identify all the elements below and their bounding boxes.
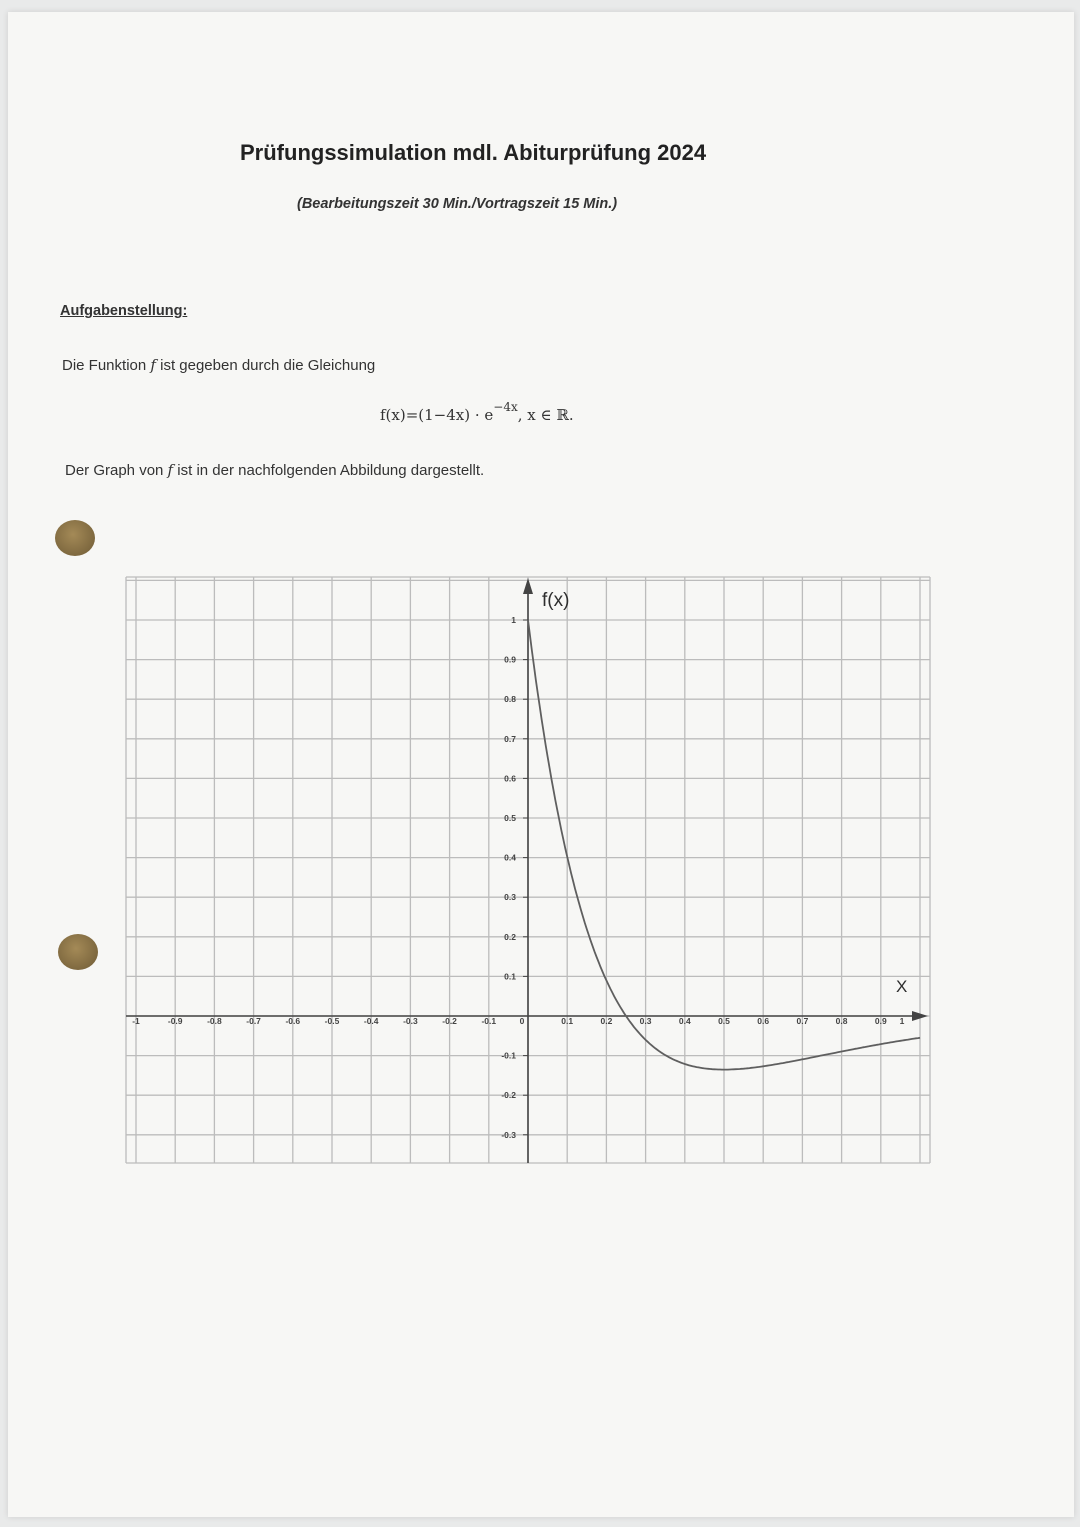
intro-before: Die Funktion — [62, 357, 151, 374]
x-tick-label: 0.7 — [796, 1016, 809, 1026]
y-tick-label: 0.3 — [504, 892, 516, 903]
x-tick-label: -0.4 — [363, 1016, 379, 1026]
x-axis-label: X — [896, 977, 908, 996]
y-tick-label: 0.9 — [504, 654, 516, 665]
y-axis-label: f(x) — [542, 590, 570, 611]
x-tick-label: -0.1 — [481, 1016, 497, 1026]
x-tick-label: -0.7 — [246, 1016, 261, 1026]
x-tick-label: 0 — [519, 1016, 525, 1026]
x-tick-label: -0.9 — [167, 1016, 183, 1026]
y-tick-label: -0.1 — [501, 1050, 516, 1061]
x-tick-label: -0.3 — [403, 1016, 418, 1026]
x-tick-label: 0.2 — [600, 1016, 613, 1026]
formula-domain: , x ∈ ℝ. — [517, 406, 574, 424]
x-tick-label: 0.4 — [678, 1016, 691, 1026]
x-tick-label: 0.6 — [757, 1016, 770, 1026]
intro-var: f — [150, 356, 156, 374]
x-tick-label: -0.8 — [207, 1016, 222, 1026]
x-tick-label: -0.5 — [324, 1016, 340, 1026]
y-tick-label: 0.1 — [504, 971, 516, 982]
y-tick-label: 0.5 — [504, 813, 516, 823]
x-tick-label: -1 — [132, 1016, 140, 1026]
x-tick-label: 0.5 — [718, 1016, 730, 1026]
x-tick-label: 0.8 — [835, 1016, 848, 1026]
x-tick-label: 0.9 — [874, 1016, 887, 1026]
caption-after: ist in der nachfolgenden Abbildung dargestellt. — [173, 462, 485, 479]
page-title: Prüfungssimulation mdl. Abiturprüfung 2024 — [240, 140, 707, 165]
y-tick-label: 0.4 — [504, 852, 516, 863]
y-tick-label: 1 — [511, 615, 516, 625]
intro-after: ist gegeben durch die Gleichung — [155, 357, 376, 374]
y-tick-label: -0.2 — [501, 1090, 516, 1101]
x-tick-label: 0.3 — [639, 1016, 652, 1026]
x-tick-label: 0.1 — [561, 1016, 574, 1026]
x-tick-label: -0.6 — [285, 1016, 301, 1026]
caption-before: Der Graph von — [65, 462, 168, 479]
x-tick-label: 1 — [899, 1016, 905, 1026]
y-tick-label: 0.8 — [504, 694, 516, 705]
section-heading: Aufgabenstellung: — [60, 303, 188, 319]
formula-base: f(x)=(1−4x) · e — [380, 406, 494, 424]
y-tick-label: -0.3 — [501, 1129, 516, 1140]
formula-exponent: −4x — [493, 400, 518, 414]
y-tick-label: 0.2 — [504, 931, 516, 942]
y-tick-label: 0.6 — [504, 773, 516, 784]
caption-var: f — [167, 461, 174, 479]
x-tick-label: -0.2 — [442, 1016, 457, 1026]
y-tick-label: 0.7 — [504, 733, 516, 744]
page-subtitle: (Bearbeitungszeit 30 Min./Vortragszeit 15 Min.) — [297, 196, 618, 212]
